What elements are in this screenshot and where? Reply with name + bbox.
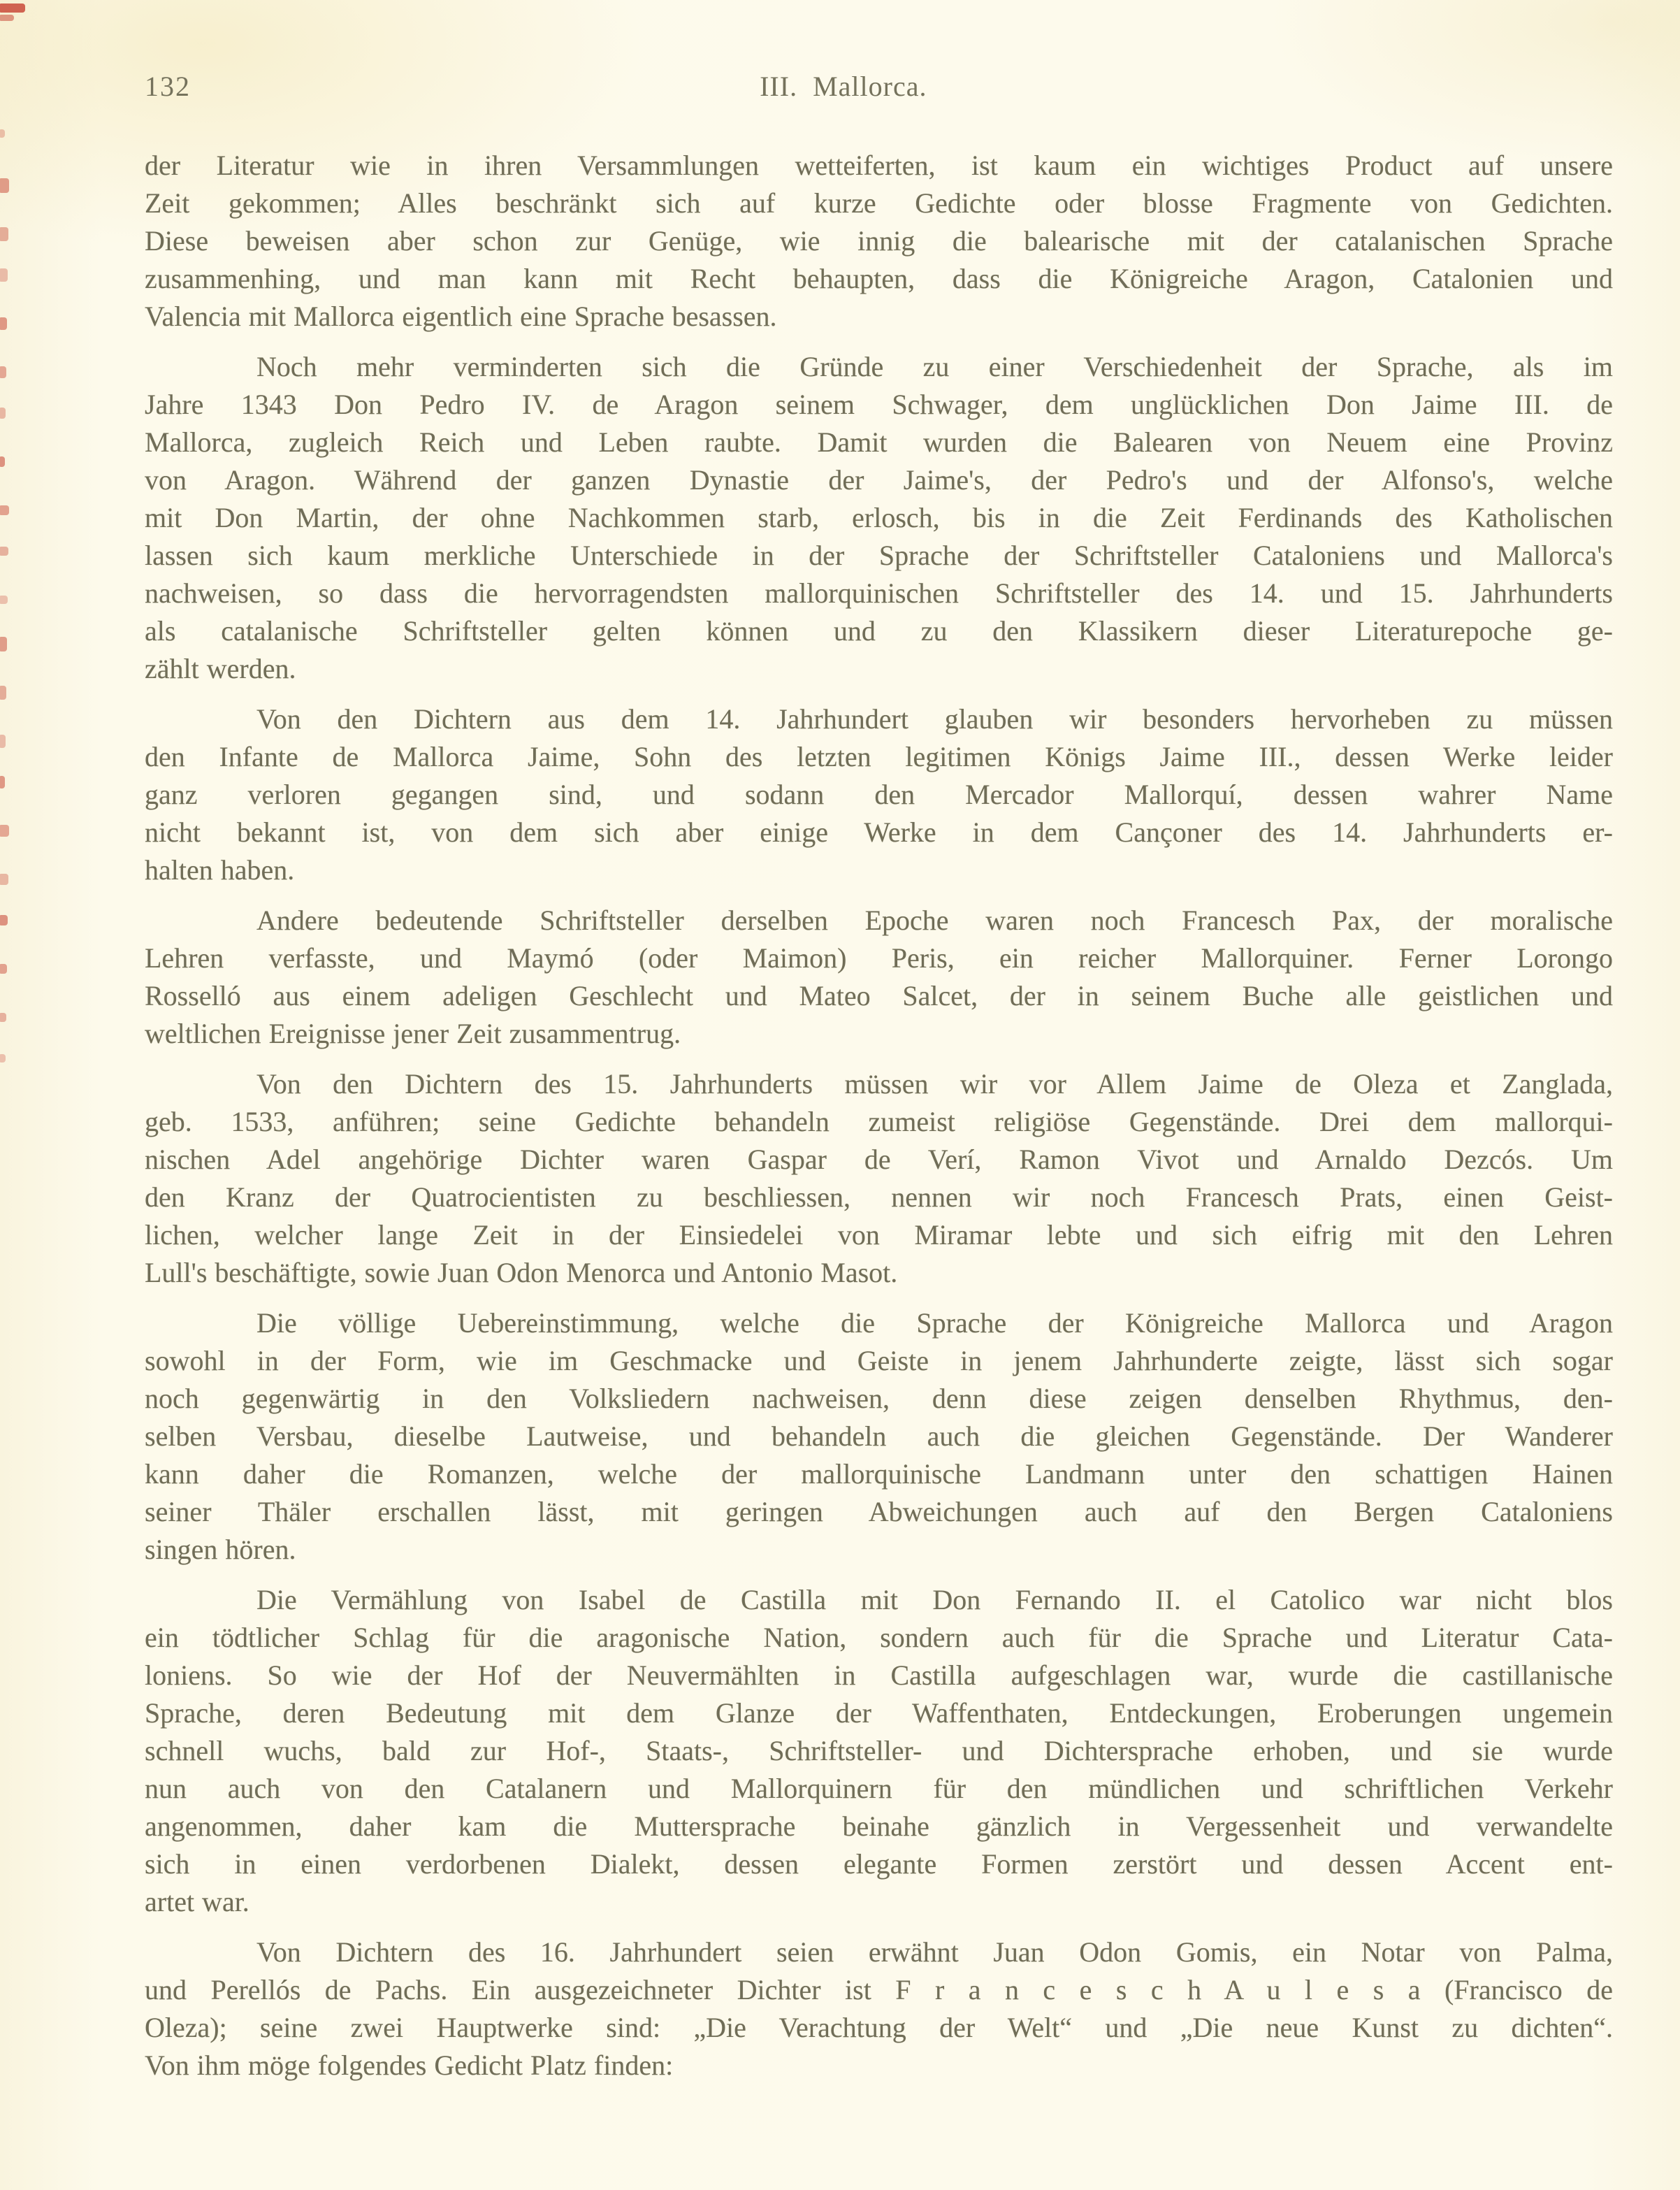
red-edge-mark bbox=[0, 686, 6, 700]
running-header-title: III. Mallorca. bbox=[760, 71, 927, 102]
text-line: Andere bedeutende Schriftsteller derselben Epoche waren noch Francesch Pax, der moralische bbox=[256, 905, 1613, 936]
red-edge-mark bbox=[0, 964, 7, 974]
red-edge-mark bbox=[0, 735, 6, 748]
text-line: selben Versbau, dieselbe Lautweise, und behandeln auch die gleichen Gegenstände. Der Wanderer bbox=[145, 1420, 1613, 1452]
text-line: nachweisen, so dass die hervorragendsten mallorquinischen Schriftsteller des 14. und 15. Jahrhunderts bbox=[145, 577, 1613, 609]
red-edge-mark bbox=[0, 596, 8, 604]
text-line: seiner Thäler erschallen lässt, mit geringen Abweichungen auch auf den Bergen Cataloniens bbox=[145, 1496, 1613, 1527]
red-edge-mark bbox=[0, 129, 5, 138]
red-edge-mark bbox=[0, 637, 7, 651]
text-line: Valencia mit Mallorca eigentlich eine Sprache besassen. bbox=[145, 301, 777, 332]
red-edge-mark bbox=[0, 915, 8, 925]
red-edge-mark bbox=[0, 15, 14, 21]
red-edge-mark bbox=[0, 505, 9, 515]
text-line: Jahre 1343 Don Pedro IV. de Aragon seinem Schwager, dem unglücklichen Don Jaime III. de bbox=[145, 389, 1613, 420]
text-line: Von Dichtern des 16. Jahrhundert seien erwähnt Juan Odon Gomis, ein Notar von Palma, bbox=[256, 1936, 1613, 1968]
text-line: angenommen, daher kam die Muttersprache beinahe gänzlich in Vergessenheit und verwandelte bbox=[145, 1810, 1613, 1842]
text-line: Rosselló aus einem adeligen Geschlecht und Mateo Salcet, der in seinem Buche alle geistlichen und bbox=[145, 980, 1613, 1011]
paragraph bbox=[145, 348, 1613, 688]
red-edge-mark bbox=[0, 178, 9, 193]
paragraph bbox=[145, 1581, 1613, 1921]
text-line: singen hören. bbox=[145, 1534, 296, 1565]
red-edge-mark bbox=[0, 366, 6, 378]
text-line: schnell wuchs, bald zur Hof-, Staats-, Schriftsteller- und Dichtersprache erhoben, und sie wurde bbox=[145, 1735, 1613, 1766]
text-line: Lehren verfasste, und Maymó (oder Maimon) Peris, ein reicher Mallorquiner. Ferner Lorongo bbox=[145, 942, 1613, 974]
text-line: und Perellós de Pachs. Ein ausgezeichneter Dichter ist F r a n c e s c h A u l e s a (Francisco de bbox=[145, 1974, 1613, 2005]
paragraph bbox=[145, 1065, 1613, 1292]
red-edge-mark bbox=[0, 456, 5, 467]
paragraph bbox=[145, 902, 1613, 1053]
red-edge-mark bbox=[0, 227, 8, 241]
text-line: Noch mehr verminderten sich die Gründe zu einer Verschiedenheit der Sprache, als im bbox=[256, 351, 1613, 382]
text-line: zusammenhing, und man kann mit Recht behaupten, dass die Königreiche Aragon, Catalonien und bbox=[145, 263, 1613, 294]
text-line: geb. 1533, anführen; seine Gedichte behandeln zumeist religiöse Gegenstände. Drei dem mallorqui- bbox=[145, 1106, 1613, 1137]
text-line: halten haben. bbox=[145, 854, 295, 886]
text-line: Von ihm möge folgendes Gedicht Platz finden: bbox=[145, 2049, 674, 2081]
text-line: als catalanische Schriftsteller gelten können und zu den Klassikern dieser Literaturepoche ge- bbox=[145, 615, 1613, 647]
text-line: nun auch von den Catalanern und Mallorquinern für den mündlichen und schriftlichen Verkehr bbox=[145, 1773, 1613, 1804]
text-line: zählt werden. bbox=[145, 653, 296, 684]
text-line: sich in einen verdorbenen Dialekt, dessen elegante Formen zerstört und dessen Accent ent- bbox=[145, 1848, 1613, 1880]
text-line: nicht bekannt ist, von dem sich aber einige Werke in dem Cançoner des 14. Jahrhunderts er- bbox=[145, 816, 1613, 848]
text-line: Diese beweisen aber schon zur Genüge, wie innig die balearische mit der catalanischen Sprache bbox=[145, 225, 1613, 257]
text-line: Mallorca, zugleich Reich und Leben raubte. Damit wurden die Balearen von Neuem eine Provinz bbox=[145, 426, 1613, 458]
text-line: Sprache, deren Bedeutung mit dem Glanze der Waffenthaten, Entdeckungen, Eroberungen ungemein bbox=[145, 1697, 1613, 1729]
text-line: lassen sich kaum merkliche Unterschiede in der Sprache der Schriftsteller Cataloniens und Mallorca's bbox=[145, 540, 1613, 571]
red-edge-mark bbox=[0, 3, 25, 13]
text-line: den Infante de Mallorca Jaime, Sohn des letzten legitimen Königs Jaime III., dessen Werke leider bbox=[145, 741, 1613, 772]
paragraph bbox=[145, 1933, 1613, 2084]
text-line: ganz verloren gegangen sind, und sodann den Mercador Mallorquí, dessen wahrer Name bbox=[145, 779, 1613, 810]
red-edge-mark bbox=[0, 1013, 6, 1022]
red-edge-mark bbox=[0, 547, 8, 556]
text-line: von Aragon. Während der ganzen Dynastie der Jaime's, der Pedro's und der Alfonso's, welche bbox=[145, 464, 1613, 496]
text-line: Zeit gekommen; Alles beschränkt sich auf kurze Gedichte oder blosse Fragmente von Gedichten. bbox=[145, 187, 1613, 219]
paragraph bbox=[145, 700, 1613, 889]
text-line: Lull's beschäftigte, sowie Juan Odon Menorca und Antonio Masot. bbox=[145, 1257, 898, 1288]
text-line: lichen, welcher lange Zeit in der Einsiedelei von Miramar lebte und sich eifrig mit den Lehren bbox=[145, 1219, 1613, 1251]
red-edge-mark bbox=[0, 408, 6, 419]
page-number: 132 bbox=[145, 71, 191, 102]
red-edge-mark bbox=[0, 268, 8, 282]
running-head bbox=[0, 70, 1680, 112]
text-line: loniens. So wie der Hof der Neuvermählten in Castilla aufgeschlagen war, wurde die castillanische bbox=[145, 1659, 1613, 1691]
text-line: ein tödtlicher Schlag für die aragonische Nation, sondern auch für die Sprache und Literatur Cata- bbox=[145, 1622, 1613, 1653]
red-edge-mark bbox=[0, 776, 5, 788]
red-edge-mark bbox=[0, 1054, 6, 1062]
text-line: Von den Dichtern aus dem 14. Jahrhundert glauben wir besonders hervorheben zu müssen bbox=[256, 703, 1613, 735]
text-line: nischen Adel angehörige Dichter waren Gaspar de Verí, Ramon Vivot und Arnaldo Dezcós. Um bbox=[145, 1144, 1613, 1175]
text-line: weltlichen Ereignisse jener Zeit zusammentrug. bbox=[145, 1018, 681, 1049]
paragraph bbox=[145, 147, 1613, 336]
text-line: Die Vermählung von Isabel de Castilla mit Don Fernando II. el Catolico war nicht blos bbox=[256, 1584, 1613, 1615]
text-line: den Kranz der Quatrocientisten zu beschliessen, nennen wir noch Francesch Prats, einen Geist- bbox=[145, 1181, 1613, 1213]
body-text bbox=[145, 147, 1613, 2084]
text-line: artet war. bbox=[145, 1886, 249, 1917]
text-line: mit Don Martin, der ohne Nachkommen starb, erlosch, bis in die Zeit Ferdinands des Katholischen bbox=[145, 502, 1613, 533]
text-line: Die völlige Uebereinstimmung, welche die Sprache der Königreiche Mallorca und Aragon bbox=[256, 1307, 1613, 1339]
text-line: der Literatur wie in ihren Versammlungen wetteiferten, ist kaum ein wichtiges Product auf unsere bbox=[145, 150, 1613, 181]
red-edge-mark bbox=[0, 825, 9, 837]
text-line: Von den Dichtern des 15. Jahrhunderts müssen wir vor Allem Jaime de Oleza et Zanglada, bbox=[256, 1068, 1613, 1100]
red-edge-mark bbox=[0, 317, 7, 330]
paragraph bbox=[145, 1304, 1613, 1569]
red-edge-mark bbox=[0, 874, 8, 885]
text-line: sowohl in der Form, wie im Geschmacke und Geiste in jenem Jahrhunderte zeigte, lässt sich sogar bbox=[145, 1345, 1613, 1376]
text-line: Oleza); seine zwei Hauptwerke sind: „Die Verachtung der Welt“ und „Die neue Kunst zu dichten“. bbox=[145, 2012, 1613, 2043]
text-line: noch gegenwärtig in den Volksliedern nachweisen, denn diese zeigen denselben Rhythmus, den- bbox=[145, 1383, 1613, 1414]
text-line: kann daher die Romanzen, welche der mallorquinische Landmann unter den schattigen Hainen bbox=[145, 1458, 1613, 1490]
red-edge-marks bbox=[0, 0, 56, 2190]
